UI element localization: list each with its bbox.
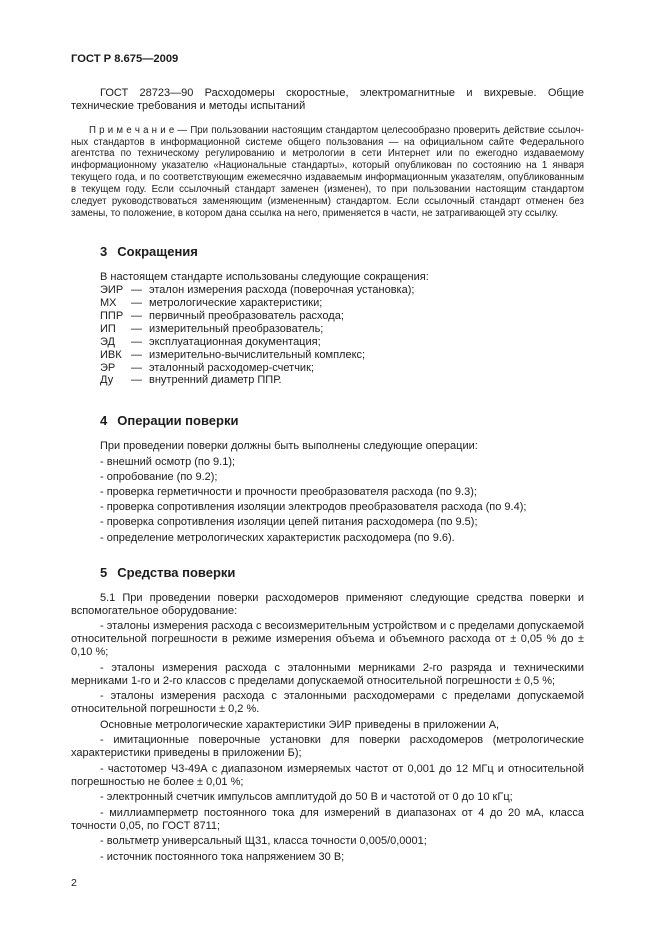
section-3-heading — [100, 244, 584, 259]
abbreviation-definition: внутренний диаметр ППР. — [149, 374, 282, 387]
abbreviation-dash: — — [131, 374, 142, 387]
abbreviation-dash: — — [131, 284, 142, 297]
abbreviation-dash: — — [131, 309, 142, 322]
abbreviation-row — [71, 284, 584, 297]
section-3-title: Сокращения — [117, 243, 198, 259]
abbreviation-row — [71, 374, 584, 387]
abbreviation-term: ЭИР — [100, 284, 124, 297]
abbreviation-row — [71, 323, 584, 336]
means-paragraph: - электронный счетчик импульсов амплитудой до 50 В и частотой от 0 до 10 кГц; — [100, 791, 513, 804]
abbreviation-row — [71, 336, 584, 349]
means-paragraph: 5.1 При проведении поверки расходомеров применяют следующие средства поверки и вспомогательное оборудование: — [71, 591, 584, 617]
abbreviation-dash: — — [131, 296, 142, 309]
abbreviation-dash: — — [131, 335, 142, 348]
abbreviation-term: МХ — [100, 296, 117, 309]
abbreviation-term: Ду — [100, 374, 114, 387]
means-paragraph: - имитационные поверочные установки для поверки расходомеров (метрологические характеристики приведены в приложении Б); — [71, 734, 584, 760]
means-paragraph: - эталоны измерения расхода с весоизмерительным устройством и с пределами допускаемой относительной погрешности в режиме измерения объема и объемного расхода от ± 0,05 % до ± 0,10 %; — [71, 620, 584, 659]
abbreviation-term: ЭР — [100, 361, 116, 374]
section-3-number: 3 — [100, 243, 108, 259]
means-paragraph: - источник постоянного тока напряжением 30 В; — [100, 850, 345, 863]
operation-item: - проверка сопротивления изоляции цепей питания расходомера (по 9.5); — [100, 516, 478, 529]
means-paragraph: Основные метрологические характеристики ЭИР приведены в приложении А, — [100, 718, 500, 731]
section-5-number: 5 — [100, 564, 108, 580]
abbreviation-definition: метрологические характеристики; — [149, 296, 323, 309]
abbreviation-definition: измерительно-вычислительный комплекс; — [149, 348, 366, 361]
means-paragraph: - частотомер Ч3-49А с диапазоном измеряемых частот от 0,001 до 12 МГц и относительной погрешностью не более ± 0,01 %; — [71, 762, 584, 788]
abbreviation-dash: — — [131, 361, 142, 374]
abbreviation-term: ППР — [100, 309, 124, 322]
section-3-intro: В настоящем стандарте использованы следующие сокращения: — [100, 270, 429, 283]
page-number: 2 — [71, 876, 77, 889]
means-paragraph: - миллиамперметр постоянного тока для измерений в диапазонах от 4 до 20 мА, класса точности 0,05, по ГОСТ 8711; — [71, 806, 584, 832]
operation-item: - внешний осмотр (по 9.1); — [100, 455, 236, 468]
abbreviation-row — [71, 362, 584, 375]
note-dash: — — [177, 124, 188, 136]
section-4-intro: При проведении поверки должны быть выполнены следующие операции: — [100, 440, 478, 453]
abbreviation-definition: измерительный преобразователь; — [149, 322, 324, 335]
abbreviation-row — [71, 297, 584, 310]
abbreviation-definition: эталон измерения расхода (поверочная установка); — [149, 284, 415, 297]
abbreviation-term: ИВК — [100, 348, 122, 361]
operation-item: - определение метрологических характеристик расходомера (по 9.6). — [100, 531, 455, 544]
section-5-title: Средства поверки — [117, 564, 236, 580]
abbreviation-dash: — — [131, 322, 142, 335]
note-label: П р и м е ч а н и е — [89, 124, 175, 136]
abbreviation-row — [71, 349, 584, 362]
means-paragraph: - эталоны измерения расхода с эталонными мерниками 2-го разряда и техническими мерниками 1-го и 2-го классов с пределами допускаемой относительной погрешности ± 0,5 %; — [71, 661, 584, 687]
section-4-heading — [100, 413, 584, 428]
running-header: ГОСТ Р 8.675—2009 — [71, 53, 179, 65]
operations-list — [71, 456, 584, 545]
abbreviation-definition: эталонный расходомер-счетчик; — [149, 361, 314, 374]
means-paragraph: - вольтметр универсальный Щ31, класса точности 0,005/0,0001; — [100, 835, 427, 848]
abbreviation-term: ИП — [100, 322, 116, 335]
operation-item: - опробование (по 9.2); — [100, 470, 218, 483]
note-text: При пользовании настоящим стандартом целесообразно проверить действие ссылочных стандартов в информационной системе общего пользования — на официальном сайте Федерального агентства по техническому регулированию и метрологии в сети Интернет или по ежегодно издаваемому информационному указателю «Национальные стандарты», который опубликован по состоянию на 1 января текущего года, и по соответствующим ежемесячно издаваемым информационным указателям, опубликованным в текущем году. Если ссылочный стандарт заменен (изменен), то при пользовании настоящим стандартом следует руководствоваться заменяющим (измененным) стандартом. Если ссылочный стандарт отменен без замены, то положение, в котором дана ссылка на него, применяется в части, не затрагивающей эту ссылку. — [71, 124, 584, 219]
abbreviation-list — [71, 284, 584, 387]
note-paragraph — [71, 125, 584, 220]
abbreviation-dash: — — [131, 348, 142, 361]
means-paragraph: - эталоны измерения расхода с эталонными расходомерами с пределами допускаемой относительной погрешности ± 0,2 %. — [71, 690, 584, 716]
section-4-title: Операции поверки — [117, 413, 239, 429]
abbreviation-term: ЭД — [100, 335, 115, 348]
section-5-heading — [100, 565, 584, 580]
abbreviation-definition: первичный преобразователь расхода; — [149, 309, 344, 322]
means-list — [71, 592, 584, 864]
operation-item: - проверка сопротивления изоляции электродов преобразователя расхода (по 9.4); — [100, 501, 527, 514]
reference-standard-paragraph: ГОСТ 28723—90 Расходомеры скоростные, электромагнитные и вихревые. Общие технические требования и методы испытаний — [71, 87, 584, 113]
abbreviation-definition: эксплуатационная документация; — [149, 335, 321, 348]
section-4-number: 4 — [100, 413, 108, 429]
operation-item: - проверка герметичности и прочности преобразователя расхода (по 9.3); — [100, 485, 477, 498]
abbreviation-row — [71, 310, 584, 323]
